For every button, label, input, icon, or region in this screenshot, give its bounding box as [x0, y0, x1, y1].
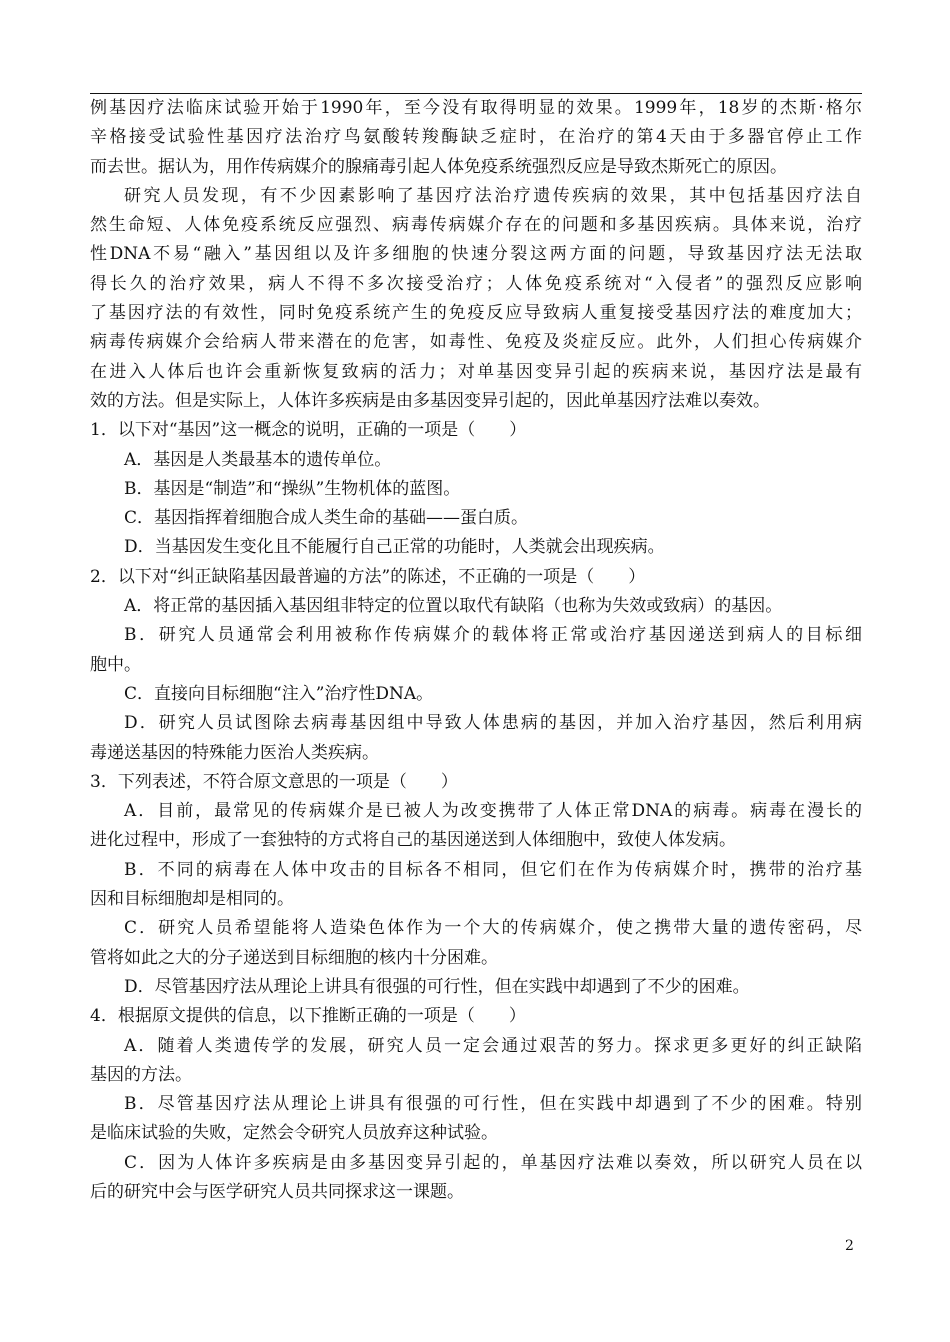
passage-line: 然生命短、人体免疫系统反应强烈、病毒传病媒介存在的问题和多基因疾病。具体来说，治疗	[90, 215, 862, 236]
answer-option: C．研究人员希望能将人造染色体作为一个大的传病媒介，使之携带大量的遗传密码，尽	[124, 918, 862, 939]
passage-line: 而去世。据认为，用作传病媒介的腺痛毒引起人体免疫系统强烈反应是导致杰斯死亡的原因。	[90, 156, 787, 177]
passage-line: 在进入人体后也许会重新恢复致病的活力；对单基因变异引起的疾病来说，基因疗法是最有	[90, 361, 862, 382]
passage-line: 辛格接受试验性基因疗法治疗鸟氨酸转羧酶缺乏症时，在治疗的第4天由于多器官停止工作	[90, 127, 862, 148]
answer-option-continued: 毒递送基因的特殊能力医治人类疾病。	[90, 742, 379, 763]
answer-option: C．直接向目标细胞“注入”治疗性DNA。	[124, 683, 434, 704]
passage-line: 效的方法。但是实际上，人体许多疾病是由多基因变异引起的，因此单基因疗法难以奏效。	[90, 390, 770, 411]
passage-line: 性DNA不易“融入”基因组以及许多细胞的快速分裂这两方面的问题，导致基因疗法无法取	[90, 244, 862, 265]
answer-option: B．研究人员通常会利用被称作传病媒介的载体将正常或治疗基因递送到病人的目标细	[124, 625, 862, 646]
question-stem: 4．根据原文提供的信息，以下推断正确的一项是（ ）	[90, 1006, 526, 1027]
document-page	[90, 94, 862, 1207]
answer-option: D．尽管基因疗法从理论上讲具有很强的可行性，但在实践中却遇到了不少的困难。	[124, 976, 750, 997]
answer-option: A．随着人类遗传学的发展，研究人员一定会通过艰苦的努力。探求更多更好的纠正缺陷	[124, 1035, 862, 1056]
answer-option: B．尽管基因疗法从理论上讲具有很强的可行性，但在实践中却遇到了不少的困难。特别	[124, 1094, 862, 1115]
answer-option: C．因为人体许多疾病是由多基因变异引起的，单基因疗法难以奏效，所以研究人员在以	[124, 1152, 862, 1173]
answer-option: D．研究人员试图除去病毒基因组中导致人体患病的基因，并加入治疗基因，然后利用病	[124, 713, 862, 734]
passage-line: 病毒传病媒介会给病人带来潜在的危害，如毒性、免疫及炎症反应。此外，人们担心传病媒介	[90, 332, 862, 353]
answer-option: D．当基因发生变化且不能履行自己正常的功能时，人类就会出现疾病。	[124, 537, 665, 558]
answer-option-continued: 因和目标细胞却是相同的。	[90, 889, 294, 910]
answer-option: A．基因是人类最基本的遗传单位。	[124, 449, 392, 470]
answer-option: B．不同的病毒在人体中攻击的目标各不相同，但它们在作为传病媒介时，携带的治疗基	[124, 859, 862, 880]
answer-option-continued: 管将如此之大的分子递送到目标细胞的核内十分困难。	[90, 947, 498, 968]
answer-option-continued: 基因的方法。	[90, 1064, 192, 1085]
answer-option: B．基因是“制造”和“操纵”生物机体的蓝图。	[124, 478, 461, 499]
question-stem: 2．以下对“纠正缺陷基因最普遍的方法”的陈述，不正确的一项是（ ）	[90, 566, 646, 587]
answer-option-continued: 胞中。	[90, 654, 141, 675]
answer-option: A．将正常的基因插入基因组非特定的位置以取代有缺陷（也称为失效或致病）的基因。	[124, 596, 783, 617]
passage-line: 研究人员发现，有不少因素影响了基因疗法治疗遗传疾病的效果，其中包括基因疗法自	[124, 185, 862, 206]
passage-line: 例基因疗法临床试验开始于1990年，至今没有取得明显的效果。1999年，18岁的杰斯·格尔	[90, 98, 862, 118]
answer-option-continued: 后的研究中会与医学研究人员共同探求这一课题。	[90, 1181, 464, 1202]
answer-option-continued: 进化过程中，形成了一套独特的方式将自己的基因递送到人体细胞中，致使人体发病。	[90, 830, 736, 851]
question-stem: 3．下列表述，不符合原文意思的一项是（ ）	[90, 771, 458, 792]
question-stem: 1．以下对“基因”这一概念的说明，正确的一项是（ ）	[90, 420, 527, 441]
passage-line: 得长久的治疗效果，病人不得不多次接受治疗；人体免疫系统对“入侵者”的强烈反应影响	[90, 273, 862, 294]
answer-option-continued: 是临床试验的失败，定然会令研究人员放弃这种试验。	[90, 1123, 498, 1144]
questions	[90, 416, 862, 1207]
passage-line: 了基因疗法的有效性，同时免疫系统产生的免疫反应导致病人重复接受基因疗法的难度加大；	[90, 303, 862, 324]
answer-option: A．目前，最常见的传病媒介是已被人为改变携带了人体正常DNA的病毒。病毒在漫长的	[124, 801, 862, 822]
answer-option: C．基因指挥着细胞合成人类生命的基础——蛋白质。	[124, 508, 529, 529]
page-number: 2	[845, 1238, 854, 1254]
passage	[90, 94, 862, 416]
